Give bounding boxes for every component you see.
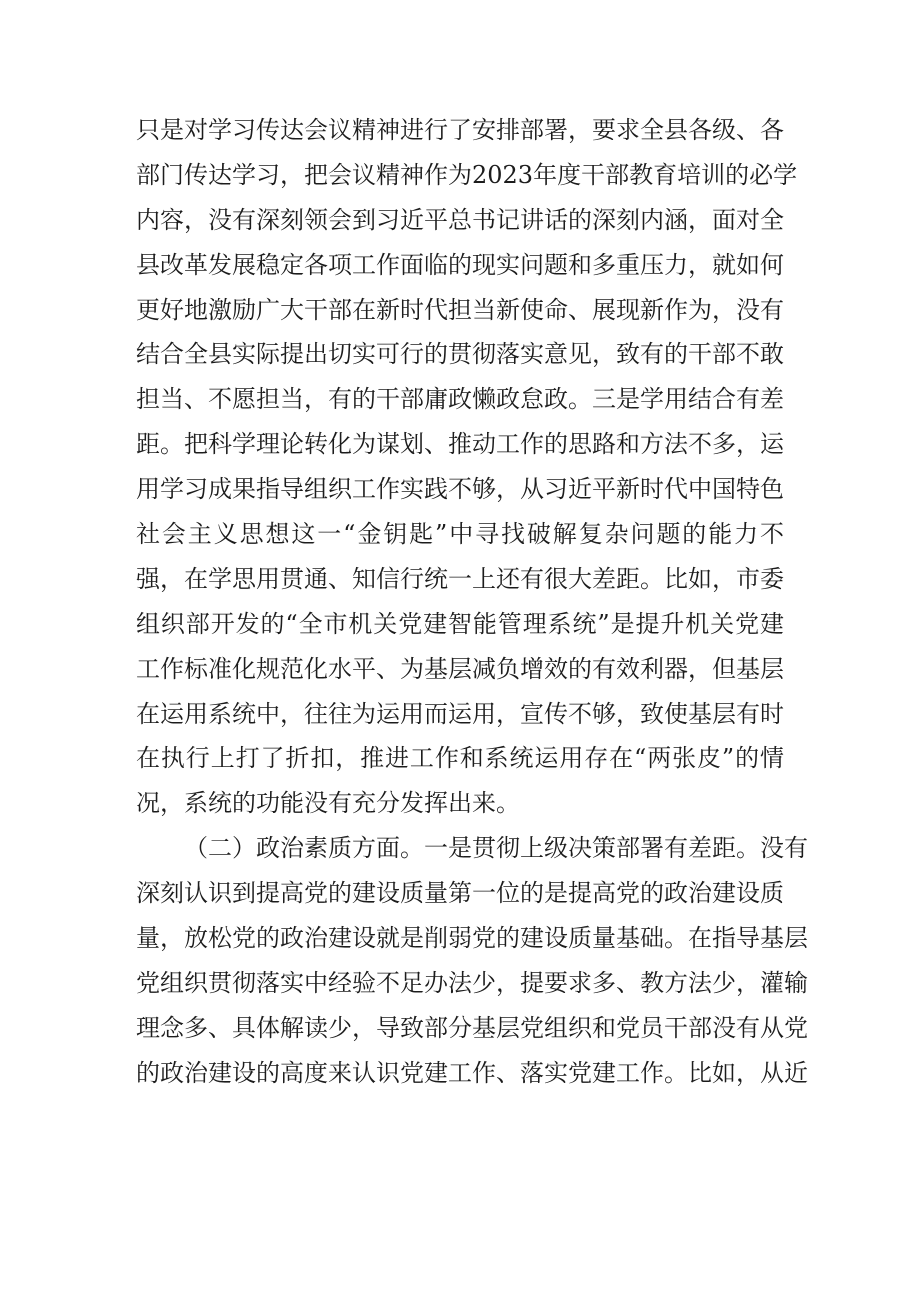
text-line: 在运用系统中，往往为运用而运用，宣传不够，致使基层有时 bbox=[136, 699, 784, 728]
text-line: 社会主义思想这一“金钥匙”中寻找破解复杂问题的能力不 bbox=[136, 520, 784, 549]
document-body bbox=[136, 108, 808, 1096]
text-line: 只是对学习传达会议精神进行了安排部署，要求全县各级、各 bbox=[136, 116, 784, 144]
text-line: （二）政治素质方面。一是贯彻上级决策部署有差距。没有 bbox=[184, 834, 808, 863]
text-line: 用学习成果指导组织工作实践不够，从习近平新时代中国特色 bbox=[136, 475, 784, 504]
text-line: 组织部开发的“全市机关党建智能管理系统”是提升机关党建 bbox=[136, 609, 784, 638]
text-line: 况，系统的功能没有充分发挥出来。 bbox=[136, 789, 520, 818]
text-line: 在执行上打了折扣，推进工作和系统运用存在“两张皮”的情 bbox=[136, 744, 784, 773]
text-line: 内容，没有深刻领会到习近平总书记讲话的深刻内涵，面对全 bbox=[136, 205, 784, 234]
text-line: 党组织贯彻落实中经验不足办法少，提要求多、教方法少，灌输 bbox=[136, 968, 808, 997]
text-line: 工作标准化规范化水平、为基层减负增效的有效利器，但基层 bbox=[136, 654, 784, 683]
text-line: 强，在学思用贯通、知信行统一上还有很大差距。比如，市委 bbox=[136, 564, 784, 593]
text-line: 结合全县实际提出切实可行的贯彻落实意见，致有的干部不敢 bbox=[136, 340, 784, 369]
text-line: 距。把科学理论转化为谋划、推动工作的思路和方法不多，运 bbox=[136, 430, 784, 459]
text-line: 担当、不愿担当，有的干部庸政懒政怠政。三是学用结合有差 bbox=[136, 385, 784, 414]
text-line: 量，放松党的政治建设就是削弱党的建设质量基础。在指导基层 bbox=[136, 924, 808, 953]
text-line: 更好地激励广大干部在新时代担当新使命、展现新作为，没有 bbox=[136, 295, 784, 324]
text-line: 深刻认识到提高党的建设质量第一位的是提高党的政治建设质 bbox=[136, 879, 784, 908]
text-line: 理念多、具体解读少，导致部分基层党组织和党员干部没有从党 bbox=[136, 1013, 808, 1042]
text-line: 县改革发展稳定各项工作面临的现实问题和多重压力，就如何 bbox=[136, 250, 784, 279]
text-line: 部门传达学习，把会议精神作为2023年度干部教育培训的必学 bbox=[136, 160, 798, 189]
text-line: 的政治建设的高度来认识党建工作、落实党建工作。比如，从近 bbox=[136, 1058, 808, 1087]
